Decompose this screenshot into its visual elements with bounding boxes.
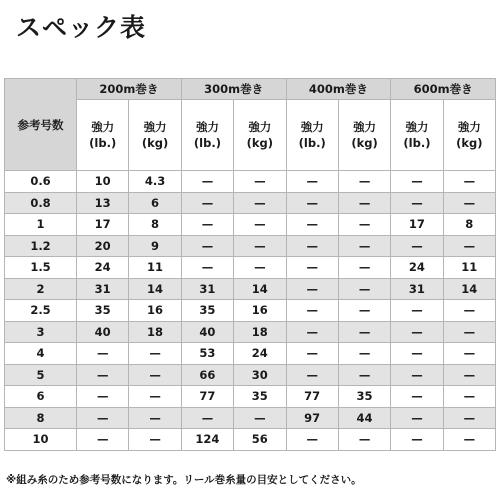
- sub-header-top: 強力: [405, 120, 429, 134]
- table-cell: —: [443, 321, 495, 343]
- table-cell: —: [77, 364, 129, 386]
- table-row: [5, 214, 496, 236]
- size-cell: 8: [5, 407, 77, 429]
- table-row: [5, 235, 496, 257]
- table-cell: 20: [77, 235, 129, 257]
- spec-table: [4, 78, 496, 451]
- table-cell: —: [181, 171, 233, 193]
- sub-header-row: [5, 100, 496, 171]
- size-cell: 1.5: [5, 257, 77, 279]
- table-cell: —: [391, 300, 443, 322]
- sub-header-lb: [181, 100, 233, 171]
- sub-header-unit: (kg): [141, 136, 169, 150]
- table-cell: 11: [129, 257, 181, 279]
- size-cell: 2: [5, 278, 77, 300]
- table-cell: 35: [77, 300, 129, 322]
- table-cell: 35: [181, 300, 233, 322]
- table-cell: —: [286, 429, 338, 451]
- table-cell: 30: [234, 364, 286, 386]
- table-cell: 17: [77, 214, 129, 236]
- sub-header-top: 強力: [353, 120, 377, 134]
- table-cell: 16: [234, 300, 286, 322]
- table-cell: 53: [181, 343, 233, 365]
- sub-header-kg: [234, 100, 286, 171]
- table-cell: —: [443, 343, 495, 365]
- table-cell: —: [391, 235, 443, 257]
- table-cell: —: [391, 343, 443, 365]
- sub-header-unit: (kg): [246, 136, 274, 150]
- table-cell: 9: [129, 235, 181, 257]
- sub-header-lb: [391, 100, 443, 171]
- table-cell: —: [443, 300, 495, 322]
- table-cell: 66: [181, 364, 233, 386]
- table-cell: 18: [234, 321, 286, 343]
- table-cell: —: [338, 364, 390, 386]
- table-cell: —: [234, 192, 286, 214]
- page-title: スペック表: [16, 13, 147, 42]
- table-cell: 24: [391, 257, 443, 279]
- table-cell: 77: [181, 386, 233, 408]
- size-cell: 10: [5, 429, 77, 451]
- table-cell: 24: [234, 343, 286, 365]
- table-cell: —: [443, 386, 495, 408]
- table-cell: 40: [77, 321, 129, 343]
- sub-header-unit: (lb.): [298, 136, 326, 150]
- table-cell: —: [286, 300, 338, 322]
- table-cell: —: [77, 386, 129, 408]
- table-cell: —: [391, 364, 443, 386]
- table-cell: —: [181, 235, 233, 257]
- sub-header-kg: [129, 100, 181, 171]
- table-cell: —: [338, 278, 390, 300]
- table-cell: —: [443, 407, 495, 429]
- table-cell: —: [286, 171, 338, 193]
- table-cell: —: [286, 364, 338, 386]
- table-row: [5, 343, 496, 365]
- size-cell: 2.5: [5, 300, 77, 322]
- table-row: [5, 407, 496, 429]
- table-cell: 124: [181, 429, 233, 451]
- size-cell: 4: [5, 343, 77, 365]
- table-cell: 10: [77, 171, 129, 193]
- table-cell: —: [286, 257, 338, 279]
- table-cell: 77: [286, 386, 338, 408]
- table-cell: 31: [391, 278, 443, 300]
- table-cell: —: [77, 407, 129, 429]
- table-cell: —: [391, 407, 443, 429]
- table-cell: 14: [443, 278, 495, 300]
- table-cell: 8: [129, 214, 181, 236]
- table-cell: 8: [443, 214, 495, 236]
- sub-header-unit: (lb.): [193, 136, 221, 150]
- size-cell: 3: [5, 321, 77, 343]
- table-cell: 56: [234, 429, 286, 451]
- table-cell: 11: [443, 257, 495, 279]
- table-cell: —: [391, 321, 443, 343]
- sub-header-unit: (lb.): [403, 136, 431, 150]
- sub-header-kg: [443, 100, 495, 171]
- table-cell: 18: [129, 321, 181, 343]
- table-cell: —: [286, 214, 338, 236]
- table-cell: 6: [129, 192, 181, 214]
- size-cell: 1: [5, 214, 77, 236]
- table-cell: —: [338, 214, 390, 236]
- table-cell: —: [129, 364, 181, 386]
- table-cell: 35: [234, 386, 286, 408]
- size-cell: 1.2: [5, 235, 77, 257]
- table-row: [5, 300, 496, 322]
- sub-header-top: 強力: [248, 120, 272, 134]
- size-cell: 5: [5, 364, 77, 386]
- table-cell: 13: [77, 192, 129, 214]
- table-cell: —: [338, 235, 390, 257]
- table-cell: 31: [181, 278, 233, 300]
- sub-header-top: 強力: [457, 120, 481, 134]
- table-cell: —: [129, 407, 181, 429]
- table-cell: —: [234, 257, 286, 279]
- table-row: [5, 257, 496, 279]
- table-cell: 31: [77, 278, 129, 300]
- group-header-row: [5, 79, 496, 100]
- table-cell: 14: [129, 278, 181, 300]
- sub-header-top: 強力: [91, 120, 115, 134]
- table-cell: 44: [338, 407, 390, 429]
- spec-table-body: [5, 171, 496, 451]
- sub-header-top: 強力: [300, 120, 324, 134]
- table-cell: —: [391, 386, 443, 408]
- size-cell: 6: [5, 386, 77, 408]
- table-cell: —: [129, 429, 181, 451]
- table-cell: —: [234, 235, 286, 257]
- group-header-200m: 200m巻き: [77, 79, 182, 100]
- table-cell: —: [234, 214, 286, 236]
- table-row: [5, 386, 496, 408]
- row-header-cell: 参考号数: [5, 79, 77, 171]
- size-cell: 0.6: [5, 171, 77, 193]
- table-cell: —: [286, 321, 338, 343]
- table-cell: —: [391, 192, 443, 214]
- table-row: [5, 278, 496, 300]
- table-cell: —: [391, 171, 443, 193]
- table-cell: —: [181, 214, 233, 236]
- table-cell: —: [286, 278, 338, 300]
- size-cell: 0.8: [5, 192, 77, 214]
- table-cell: —: [234, 171, 286, 193]
- table-row: [5, 429, 496, 451]
- table-cell: —: [286, 192, 338, 214]
- sub-header-unit: (kg): [351, 136, 378, 150]
- table-cell: —: [338, 192, 390, 214]
- group-header-300m: 300m巻き: [181, 79, 286, 100]
- sub-header-unit: (lb.): [89, 136, 117, 150]
- table-cell: 24: [77, 257, 129, 279]
- table-cell: 17: [391, 214, 443, 236]
- table-cell: —: [443, 364, 495, 386]
- table-cell: 40: [181, 321, 233, 343]
- table-cell: —: [443, 192, 495, 214]
- table-cell: —: [181, 257, 233, 279]
- table-cell: —: [234, 407, 286, 429]
- sub-header-kg: [338, 100, 390, 171]
- table-cell: —: [338, 343, 390, 365]
- table-cell: —: [338, 429, 390, 451]
- table-cell: —: [338, 321, 390, 343]
- table-cell: —: [181, 407, 233, 429]
- sub-header-lb: [286, 100, 338, 171]
- table-cell: —: [129, 386, 181, 408]
- table-cell: —: [443, 235, 495, 257]
- table-cell: 14: [234, 278, 286, 300]
- table-cell: —: [181, 192, 233, 214]
- table-row: [5, 321, 496, 343]
- table-cell: —: [391, 429, 443, 451]
- table-cell: —: [338, 171, 390, 193]
- table-row: [5, 171, 496, 193]
- table-cell: 4.3: [129, 171, 181, 193]
- sub-header-unit: (kg): [456, 136, 483, 150]
- table-cell: —: [338, 300, 390, 322]
- table-cell: 35: [338, 386, 390, 408]
- group-header-600m: 600m巻き: [391, 79, 496, 100]
- table-cell: —: [77, 343, 129, 365]
- table-cell: 16: [129, 300, 181, 322]
- table-cell: —: [338, 257, 390, 279]
- table-cell: —: [286, 343, 338, 365]
- table-cell: —: [129, 343, 181, 365]
- table-row: [5, 192, 496, 214]
- group-header-400m: 400m巻き: [286, 79, 391, 100]
- sub-header-top: 強力: [143, 120, 167, 134]
- table-row: [5, 364, 496, 386]
- table-cell: —: [286, 235, 338, 257]
- sub-header-top: 強力: [195, 120, 219, 134]
- footnote: ※組み糸のため参考号数になります。リール巻糸量の目安としてください。: [6, 474, 362, 486]
- table-cell: —: [443, 171, 495, 193]
- table-cell: —: [443, 429, 495, 451]
- sub-header-lb: [77, 100, 129, 171]
- table-cell: 97: [286, 407, 338, 429]
- table-cell: —: [77, 429, 129, 451]
